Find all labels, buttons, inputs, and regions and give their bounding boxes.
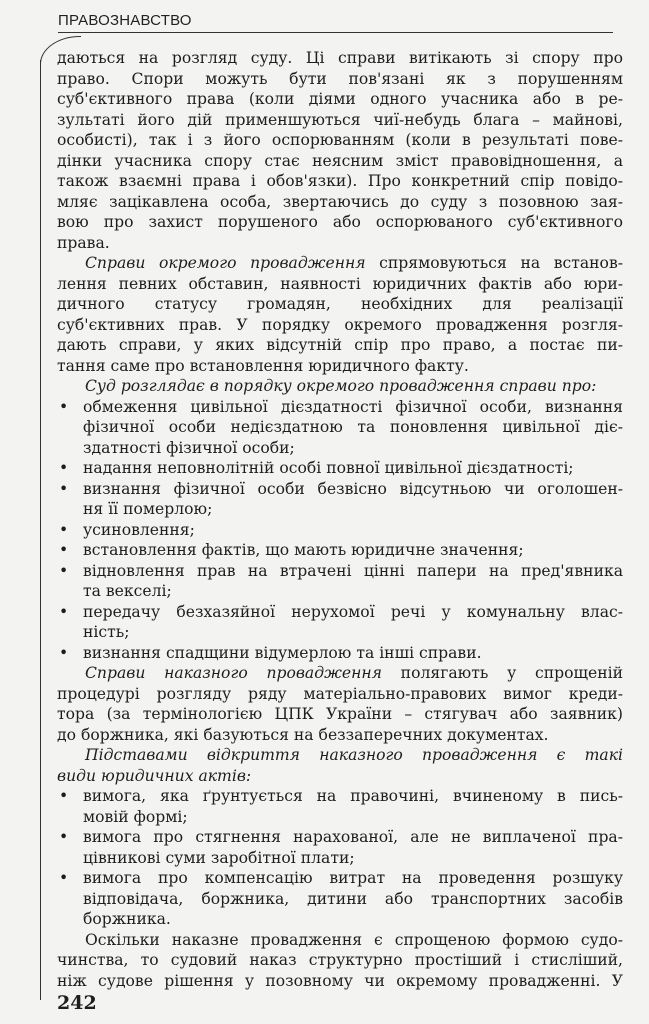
line-text: суб'єктивних прав. У порядку окремого провадження розгля-: [57, 315, 623, 334]
line-text: усиновлення;: [83, 520, 195, 539]
text-line: [57, 192, 623, 213]
text-line: [57, 335, 623, 356]
line-text: фізичної особи недієздатною та поновлення цивільної діє-: [83, 418, 623, 436]
text-line: [57, 171, 623, 192]
text-line: [57, 602, 623, 623]
text-line: [57, 212, 623, 233]
list-item: [57, 602, 623, 643]
bullet-icon: •: [59, 787, 69, 805]
line-text: процедурі розгляду ряду матеріально-правових вимог креди-: [57, 684, 623, 703]
line-text: тора (за термінологією ЦПК України – стягувач або заявник): [57, 705, 623, 723]
text-line: [57, 622, 623, 643]
bullet-icon: •: [59, 869, 69, 887]
bullet-icon: •: [59, 602, 69, 621]
text-line: [57, 561, 623, 582]
bullet-icon: •: [59, 561, 69, 580]
line-text: обмеження цивільної дієздатності фізичної особи, визнання: [83, 397, 623, 416]
emphasized-term: види юридичних актів:: [57, 766, 252, 785]
list-item: [57, 458, 623, 479]
list-item: [57, 786, 623, 827]
line-text: відповідача, боржника, дитини або транспортних засобів: [83, 889, 623, 908]
text-line: [57, 930, 623, 951]
bullet-icon: •: [59, 397, 69, 416]
line-text: дичного статусу громадян, необхідних для реалізації: [57, 295, 623, 313]
text-line: [57, 745, 623, 766]
text-line: [57, 315, 623, 336]
text-line: [57, 520, 623, 541]
text-line: [57, 807, 623, 828]
text-line: [57, 766, 623, 787]
bullet-icon: •: [59, 520, 69, 539]
bullet-icon: •: [59, 459, 69, 477]
text-line: [57, 889, 623, 910]
emphasized-term: Справи наказного провадження: [85, 664, 382, 682]
text-line: [57, 684, 623, 705]
line-text: особисті), так і з його оспорюванням (коли в результаті пове-: [57, 131, 623, 149]
text-line: [57, 69, 623, 90]
line-text: Оскільки наказне провадження є спрощеною формою судо-: [85, 930, 623, 949]
line-text: ніж судове рішення у позовному чи окремому провадженні. У: [57, 971, 623, 990]
running-header: ПРАВОЗНАВСТВО: [58, 12, 192, 29]
line-text: дінки учасника спору стає неясним зміст правовідношення, а: [57, 151, 623, 170]
line-text: суб'єктивного права (коли діями одного учасника або в ре-: [57, 90, 623, 108]
line-text: цівникові суми заробітної плати;: [83, 848, 355, 867]
list-item: [57, 520, 623, 541]
line-text: спрямовуються на встанов-: [365, 254, 623, 272]
text-line: [57, 151, 623, 172]
text-line: [57, 663, 623, 684]
paragraph: [57, 930, 623, 992]
line-text: чинства, то судовий наказ структурно простіший і стисліший,: [57, 951, 623, 969]
line-text: лення певних обставин, наявності юридичних фактів або юри-: [57, 274, 623, 293]
line-text: відновлення прав на втрачені цінні папери на пред'явника: [83, 561, 623, 580]
bullet-icon: •: [59, 541, 69, 559]
text-line: [57, 233, 623, 254]
line-text: вимога про компенсацію витрат на проведення розшуку: [83, 869, 623, 887]
text-line: [57, 48, 623, 69]
line-text: зультаті його дій применшуються чиї-небудь блага – майнові,: [57, 110, 623, 129]
text-line: [57, 253, 623, 274]
text-line: [57, 950, 623, 971]
line-text: вимога про стягнення нарахованої, але не виплаченої пра-: [83, 828, 623, 846]
line-text: ня її померлою;: [83, 500, 213, 518]
line-text: боржника.: [83, 910, 171, 928]
line-text: мляє зацікавлена особа, звертаючись до суду з позовною зая-: [57, 192, 623, 211]
page-number: 242: [57, 992, 97, 1014]
bullet-icon: •: [59, 643, 69, 662]
line-text: та векселі;: [83, 582, 172, 600]
paragraph: [57, 376, 623, 397]
emphasized-term: Суд розглядає в порядку окремого провадження справи про:: [85, 377, 597, 395]
line-text: даються на розгляд суду. Ці справи витікають зі спору про: [57, 49, 623, 67]
line-text: вимога, яка ґрунтується на правочині, вчиненому в пись-: [83, 787, 623, 805]
line-text: визнання фізичної особи безвісно відсутньою чи оголошен-: [83, 479, 623, 498]
list-item: [57, 868, 623, 930]
line-text: до боржника, які базуються на беззаперечних документах.: [57, 725, 549, 744]
text-line: [57, 786, 623, 807]
text-line: [57, 479, 623, 500]
text-line: [57, 376, 623, 397]
text-line: [57, 438, 623, 459]
line-text: передачу безхазяйної нерухомої речі у комунальну влас-: [83, 602, 623, 621]
line-text: також взаємні права і обов'язки). Про конкретний спір повідо-: [57, 172, 623, 190]
line-text: права.: [57, 233, 110, 252]
text-line: [57, 848, 623, 869]
list-item: [57, 561, 623, 602]
list-item: [57, 827, 623, 868]
text-line: [57, 827, 623, 848]
paragraph: [57, 48, 623, 253]
line-text: надання неповнолітній особі повної цивільної дієздатності;: [83, 459, 574, 477]
line-text: здатності фізичної особи;: [83, 438, 295, 457]
text-line: [57, 540, 623, 561]
text-line: [57, 417, 623, 438]
line-text: тання саме про встановлення юридичного факту.: [57, 356, 469, 375]
paragraph: [57, 745, 623, 786]
text-line: [57, 274, 623, 295]
text-line: [57, 356, 623, 377]
line-text: ність;: [83, 623, 130, 641]
list-item: [57, 643, 623, 664]
line-text: вою про захист порушеного або оспорюваного суб'єктивного: [57, 213, 623, 231]
text-line: [57, 499, 623, 520]
text-line: [57, 909, 623, 930]
text-line: [57, 971, 623, 992]
paragraph: [57, 663, 623, 745]
header-rule: [58, 32, 613, 33]
text-line: [57, 130, 623, 151]
list-item: [57, 540, 623, 561]
text-line: [57, 294, 623, 315]
line-text: полягають у спрощеній: [381, 664, 624, 682]
bullet-icon: •: [59, 479, 69, 498]
line-text: встановлення фактів, що мають юридичне значення;: [83, 541, 524, 559]
list-item: [57, 479, 623, 520]
text-line: [57, 458, 623, 479]
text-line: [57, 89, 623, 110]
text-line: [57, 643, 623, 664]
line-text: дають справи, у яких відсутній спір про право, а постає пи-: [57, 336, 623, 354]
line-text: мовій формі;: [83, 807, 188, 826]
line-text: визнання спадщини відумерлою та інші справи.: [83, 643, 482, 662]
text-line: [57, 581, 623, 602]
text-line: [57, 110, 623, 131]
emphasized-term: Справи окремого провадження: [85, 254, 366, 272]
line-text: право. Спори можуть бути пов'язані як з порушенням: [57, 69, 623, 88]
text-line: [57, 868, 623, 889]
page-body: [57, 48, 623, 991]
emphasized-term: Підставами відкриття наказного провадження є такі: [85, 746, 623, 764]
paragraph: [57, 253, 623, 376]
text-line: [57, 397, 623, 418]
list-item: [57, 397, 623, 459]
text-line: [57, 704, 623, 725]
text-line: [57, 725, 623, 746]
bullet-icon: •: [59, 828, 69, 846]
